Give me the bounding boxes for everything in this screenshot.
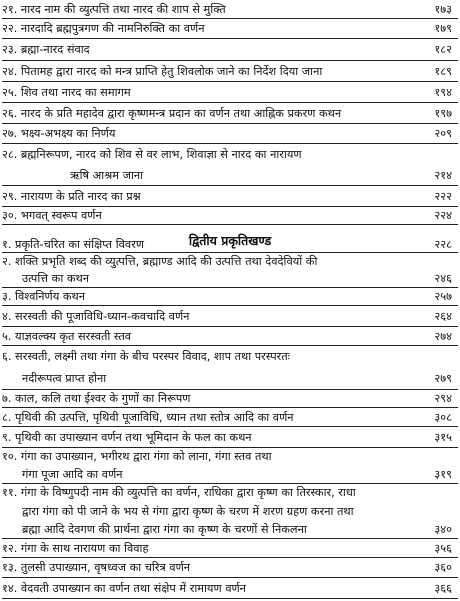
entry-page-number: ३६६ — [434, 581, 452, 595]
toc-entry — [0, 143, 460, 185]
toc-entry — [0, 18, 460, 38]
entry-page-number: २५७ — [434, 290, 452, 303]
toc-entry — [0, 557, 460, 577]
toc-entry — [0, 287, 460, 305]
entry-page-number: १९७ — [434, 106, 452, 120]
entry-title-line: २७. भक्ष्य-अभक्ष्य का निर्णय — [2, 127, 116, 140]
entry-title-line: नदीरूपत्व प्राप्त होना — [22, 372, 107, 385]
entry-title-line: ५. याज्ञवल्क्य कृत सरस्वती स्तव — [2, 329, 132, 343]
entry-title-line: २१. नारद नाम की व्युत्पत्ति तथा नारद की शाप से मुक्ति — [2, 3, 226, 16]
entry-title-line: द्वारा गंगा को पी जाने के भय से गंगा द्वारा कृष्ण के चरण में शरण ग्रहण करना तथा — [22, 504, 354, 518]
toc-entry — [0, 0, 460, 18]
entry-page-number: २९४ — [434, 392, 452, 405]
entry-title-line: ६. सरस्वती, लक्ष्मी तथा गंगा के बीच परस्पर विवाद, शाप तथा परस्परतः — [2, 350, 290, 363]
toc-entry — [0, 236, 460, 252]
toc-entry — [0, 102, 460, 123]
toc-entry — [0, 483, 460, 538]
entry-page-number: २७४ — [434, 329, 452, 343]
entry-title-line: ७. काल, कलि तथा ईश्वर के गुणों का निरूपण — [2, 392, 191, 405]
entry-title-line: ब्रह्मा आदि देवगण की प्रार्थना द्वारा गंगा का कृष्ण के चरणों से निकलना — [22, 522, 307, 536]
entry-title-line: ३०. भगवत् स्वरूप वर्णन — [2, 209, 102, 222]
divider-line — [2, 598, 458, 599]
entry-page-number: १७३ — [434, 3, 452, 16]
entry-page-number: २२४ — [434, 209, 452, 222]
entry-title-line: २८. ब्रह्मनिरूपण, नारद को शिव से वर लाभ, शिवाज्ञा से नारद का नारायण — [2, 147, 302, 161]
entry-title-line: उत्पत्ति का कथन — [22, 272, 89, 286]
entry-page-number: २४६ — [434, 272, 452, 286]
entry-page-number: १७९ — [434, 22, 452, 35]
toc-entry — [0, 185, 460, 206]
entry-title-line: १०. गंगा का उपाख्यान, भगीरथ द्वारा गंगा को लाना, गंगा स्तव तथा — [2, 450, 272, 463]
entry-title-line: ८. पृथिवी की उत्पत्ति, पृथिवी पूजाविधि, ध्यान तथा स्तोत्र आदि का वर्णन — [2, 410, 294, 424]
entry-title-line: २९. नारायण के प्रति नारद का प्रश्न — [2, 189, 141, 203]
toc-entry — [0, 81, 460, 102]
entry-title-line: २४. पितामह द्वारा नारद को मन्त्र प्राप्ति हेतु शिवलोक जाने का निर्देश दिया जाना — [2, 64, 323, 78]
entry-page-number: २६४ — [434, 309, 452, 323]
toc-entry — [0, 389, 460, 407]
entry-title-line: १३. तुलसी उपाख्यान, वृषध्वज का चरित्र वर्णन — [2, 561, 191, 574]
entry-page-number: ३१५ — [434, 430, 452, 444]
entry-page-number: २७९ — [434, 372, 452, 385]
entry-title-line: २६. नारद के प्रति महादेव द्वारा कृष्णमन्त्र प्रदान का वर्णन तथा आह्निक प्रकरण कथन — [2, 106, 342, 120]
toc-entry — [0, 206, 460, 224]
entry-title-line: ४. सरस्वती की पूजाविधि-ध्यान-कवचादि वर्णन — [2, 309, 190, 323]
toc-entry — [0, 538, 460, 557]
entry-page-number: ३०८ — [434, 410, 452, 424]
toc-entry — [0, 345, 460, 389]
entry-page-number: ३५६ — [434, 541, 452, 555]
entry-page-number: १८९ — [434, 64, 452, 78]
entry-page-number: २२२ — [434, 189, 452, 203]
entry-page-number: २०९ — [434, 127, 452, 140]
entry-title-line: गंगा पूजा आदि का वर्णन — [22, 468, 123, 481]
toc-entry — [0, 305, 460, 326]
entry-page-number: २२८ — [434, 238, 452, 251]
entry-page-number: १८२ — [434, 43, 452, 56]
toc-entry — [0, 447, 460, 483]
entry-page-number: ३१९ — [434, 468, 452, 481]
entry-page-number: २१४ — [434, 168, 452, 182]
toc-entry — [0, 252, 460, 287]
entry-title-line: ऋषि आश्रम जाना — [70, 168, 144, 182]
entry-page-number: ३६० — [434, 561, 452, 574]
entry-title-line: २२. नारदादि ब्रह्मपुत्रगण की नामनिरुक्ति का वर्णन — [2, 22, 205, 35]
toc-entry — [0, 38, 460, 60]
entry-page-number: १९४ — [434, 85, 452, 99]
toc-entry — [0, 426, 460, 447]
entry-title-line: ३. विश्वनिर्णय कथन — [2, 290, 86, 303]
toc-entry — [0, 123, 460, 143]
entry-title-line: २३. ब्रह्मा-नारद संवाद — [2, 43, 90, 56]
toc-entry — [0, 326, 460, 345]
entry-title-line: २५. शिव तथा नारद का समागम — [2, 85, 131, 99]
entry-title-line: १४. वेदवती उपाख्यान का वर्णन तथा संक्षेप में रामायण वर्णन — [2, 581, 246, 595]
entry-title-line: ११. गंगा के विष्णुपदी नाम की व्युत्पत्ति का वर्णन, राधिका द्वारा कृष्ण का तिरस्कार, राधा — [2, 486, 356, 500]
toc-entry — [0, 407, 460, 426]
toc-entry — [0, 577, 460, 598]
toc-entry — [0, 60, 460, 81]
entry-page-number: ३४० — [434, 522, 452, 536]
entry-title-line: १. प्रकृति-चरित का संक्षिप्त विवरण — [2, 238, 144, 251]
entry-title-line: ९. पृथिवी का उपाख्यान वर्णन तथा भूमिदान के फल का कथन — [2, 430, 252, 444]
entry-title-line: १२. गंगा के साथ नारायण का विवाह — [2, 541, 149, 555]
entry-title-line: २. शक्ति प्रभृति शब्द की व्युत्पत्ति, ब्रह्माण्ड आदि की उत्पत्ति तथा देवदेवियों की — [2, 254, 318, 268]
section-heading: द्वितीय प्रकृतिखण्ड — [188, 233, 272, 248]
divider-line — [2, 224, 458, 225]
